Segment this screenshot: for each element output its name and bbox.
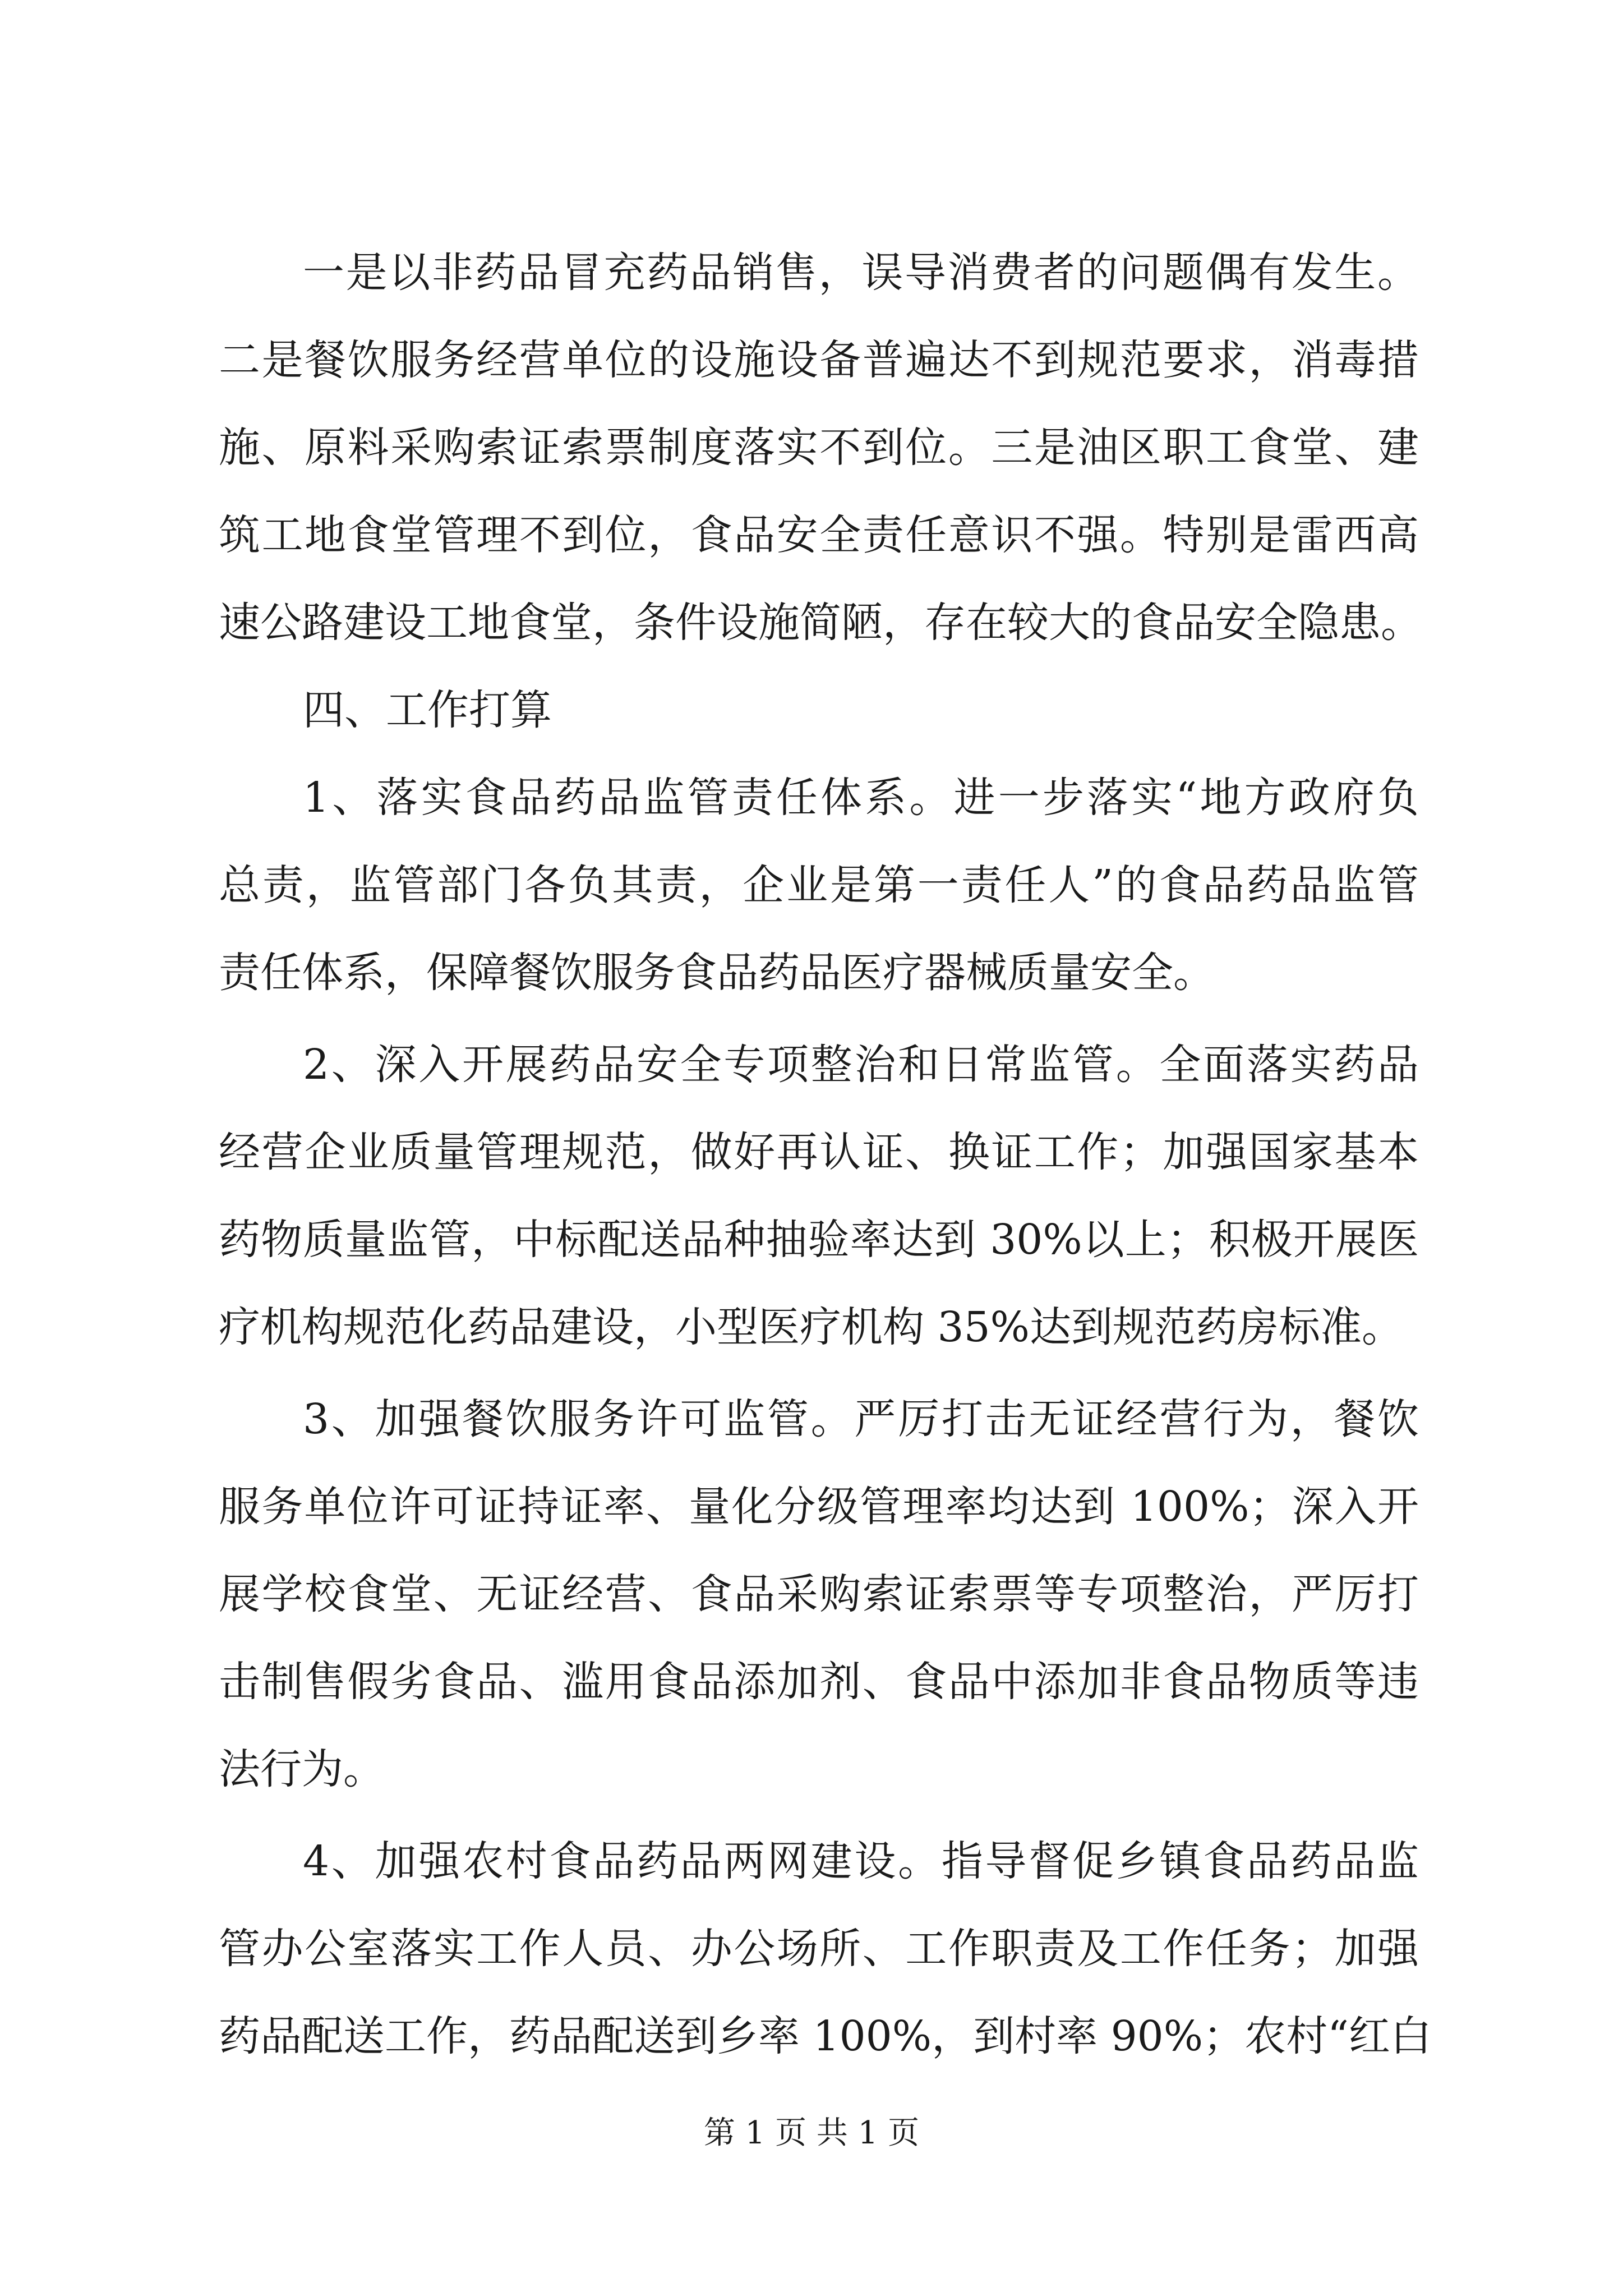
paragraph-line: 一是以非药品冒充药品销售，误导消费者的问题偶有发生。 bbox=[303, 249, 1419, 297]
document-body bbox=[219, 229, 1432, 2080]
paragraph-line: 经营企业质量管理规范，做好再认证、换证工作；加强国家基本 bbox=[219, 1128, 1419, 1176]
paragraph-line: 疗机构规范化药品建设，小型医疗机构 35%达到规范药房标准。 bbox=[219, 1303, 1403, 1351]
paragraph-line: 速公路建设工地食堂，条件设施简陋，存在较大的食品安全隐患。 bbox=[219, 599, 1422, 647]
paragraph-line: 责任体系，保障餐饮服务食品药品医疗器械质量安全。 bbox=[219, 949, 1215, 997]
page-footer: 第 1 页 共 1 页 bbox=[703, 2115, 920, 2151]
paragraph-line: 施、原料采购索证索票制度落实不到位。三是油区职工食堂、建 bbox=[219, 424, 1419, 472]
paragraph-line: 3、加强餐饮服务许可监管。严厉打击无证经营行为，餐饮 bbox=[303, 1395, 1419, 1443]
paragraph-line: 二是餐饮服务经营单位的设施设备普遍达不到规范要求，消毒措 bbox=[219, 336, 1419, 384]
paragraph-line: 管办公室落实工作人员、办公场所、工作职责及工作任务；加强 bbox=[219, 1925, 1419, 1973]
paragraph-gap bbox=[219, 1813, 1419, 1818]
paragraph-line: 药物质量监管，中标配送品种抽验率达到 30%以上；积极开展医 bbox=[219, 1216, 1419, 1264]
paragraph-line: 服务单位许可证持证率、量化分级管理率均达到 100%；深入开 bbox=[219, 1483, 1419, 1531]
paragraph-line: 1、落实食品药品监管责任体系。进一步落实“地方政府负 bbox=[303, 774, 1419, 822]
paragraph-gap bbox=[219, 1016, 1419, 1021]
paragraph-line: 筑工地食堂管理不到位，食品安全责任意识不强。特别是雷西高 bbox=[219, 511, 1419, 559]
paragraph-line: 4、加强农村食品药品两网建设。指导督促乡镇食品药品监 bbox=[303, 1837, 1419, 1885]
section-heading: 四、工作打算 bbox=[303, 686, 552, 734]
paragraph-line: 展学校食堂、无证经营、食品采购索证索票等专项整治，严厉打 bbox=[219, 1570, 1419, 1618]
paragraph-line: 法行为。 bbox=[219, 1745, 385, 1793]
paragraph-line: 药品配送工作，药品配送到乡率 100%，到村率 90%；农村“红白 bbox=[219, 2012, 1432, 2060]
paragraph-line: 击制售假劣食品、滥用食品添加剂、食品中添加非食品物质等违 bbox=[219, 1658, 1419, 1706]
paragraph-gap bbox=[219, 1371, 1419, 1375]
paragraph-line: 总责，监管部门各负其责，企业是第一责任人”的食品药品监管 bbox=[219, 861, 1419, 909]
paragraph-line: 2、深入开展药品安全专项整治和日常监管。全面落实药品 bbox=[303, 1041, 1419, 1089]
